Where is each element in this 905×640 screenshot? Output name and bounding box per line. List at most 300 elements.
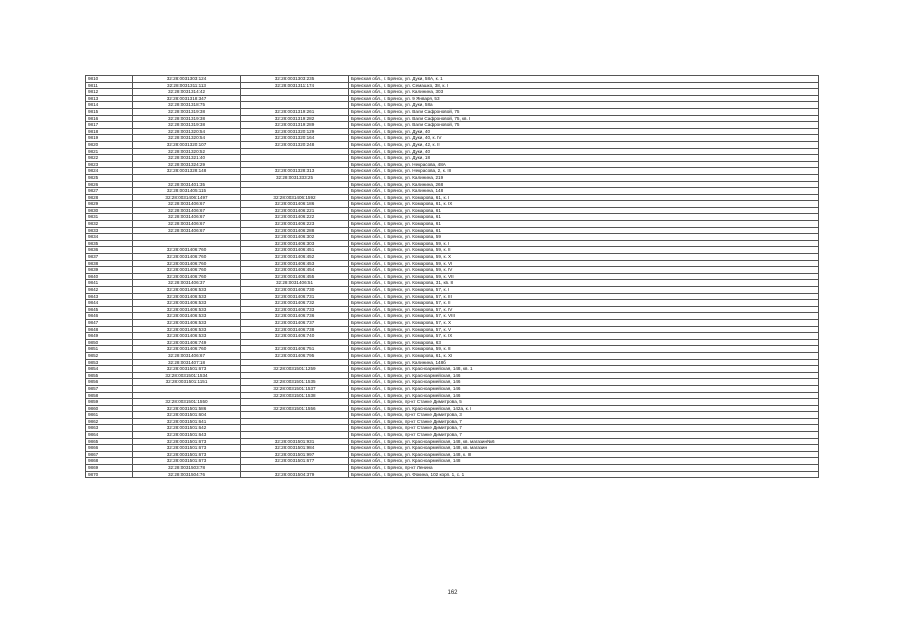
parcel-cadastral-number-cell: 32:28:0031406:760 [133,267,241,274]
row-number-cell: 9827 [86,188,133,195]
table-row [86,319,819,326]
address-cell: Брянская обл., г. Брянск, ул. Дуки, 40 [349,128,819,135]
building-cadastral-number-cell: 32:28:0031406:222 [241,214,349,221]
address-cell: Брянская обл., г. Брянск, ул. Калинина, 219 [349,174,819,181]
address-cell: Брянская обл., г. Брянск, ул. Комарова, 59, к. I [349,240,819,247]
table-row [86,412,819,419]
address-cell: Брянская обл., г. Брянск, ул. 9 Января, 53 [349,95,819,102]
address-cell: Брянская обл., г. Брянск, ул. Комарова, 59, к. 8 [349,346,819,353]
row-number-cell: 9848 [86,326,133,333]
row-number-cell: 9843 [86,293,133,300]
building-cadastral-number-cell: 32:28:0031303:235 [241,76,349,83]
parcel-cadastral-number-cell: 32:28:0031406:760 [133,273,241,280]
address-cell: Брянская обл., г. Брянск, ул. Дуки, 40 [349,148,819,155]
row-number-cell: 9846 [86,313,133,320]
row-number-cell: 9816 [86,115,133,122]
address-cell: Брянская обл., г. Брянск, ул. Красноармейская, 142а, к. I [349,405,819,412]
row-number-cell: 9845 [86,306,133,313]
building-cadastral-number-cell: 32:28:0031501:1535 [241,379,349,386]
parcel-cadastral-number-cell: 32:28:0031406:67 [133,227,241,234]
row-number-cell: 9829 [86,201,133,208]
building-cadastral-number-cell: 32:28:0031406:740 [241,333,349,340]
table-row [86,89,819,96]
table-row [86,174,819,181]
parcel-cadastral-number-cell [133,174,241,181]
address-cell: Брянская обл., г. Брянск, ул. Красноармейская, 148, кв. 1 [349,366,819,373]
row-number-cell: 9844 [86,300,133,307]
row-number-cell: 9810 [86,76,133,83]
row-number-cell: 9833 [86,227,133,234]
parcel-cadastral-number-cell: 32:28:0031501:586 [133,405,241,412]
table-row [86,254,819,261]
parcel-cadastral-number-cell: 32:28:0031406:533 [133,319,241,326]
row-number-cell: 9849 [86,333,133,340]
table-row [86,247,819,254]
table-row [86,240,819,247]
building-cadastral-number-cell [241,418,349,425]
table-row [86,95,819,102]
table-row [86,445,819,452]
parcel-cadastral-number-cell: 32:28:0031320:107 [133,141,241,148]
table-row [86,359,819,366]
address-cell: Брянская обл., г. Брянск, ул. Комарова, 61, к. I [349,194,819,201]
registry-table-body [86,76,819,478]
row-number-cell: 9860 [86,405,133,412]
building-cadastral-number-cell [241,102,349,109]
building-cadastral-number-cell: 32:28:0031406:731 [241,293,349,300]
table-row [86,313,819,320]
table-row [86,471,819,478]
parcel-cadastral-number-cell: 32:28:0031501:673 [133,438,241,445]
building-cadastral-number-cell: 32:28:0031501:1537 [241,385,349,392]
building-cadastral-number-cell: 32:28:0031501:677 [241,458,349,465]
row-number-cell: 9856 [86,379,133,386]
table-row [86,352,819,359]
parcel-cadastral-number-cell: 32:28:0031320:54 [133,128,241,135]
table-row [86,188,819,195]
parcel-cadastral-number-cell: 32:28:0031406:749 [133,339,241,346]
table-row [86,326,819,333]
row-number-cell: 9851 [86,346,133,353]
address-cell: Брянская обл., г. Брянск, ул. Красноармейская, 148, кв. магазин№6 [349,438,819,445]
page-number: 162 [447,590,458,596]
parcel-cadastral-number-cell: 32:28:0031504:76 [133,471,241,478]
building-cadastral-number-cell: 32:28:0031406:795 [241,352,349,359]
parcel-cadastral-number-cell: 32:28:0031501:673 [133,366,241,373]
row-number-cell: 9855 [86,372,133,379]
parcel-cadastral-number-cell: 32:28:0031501:641 [133,418,241,425]
parcel-cadastral-number-cell: 32:28:0031501:1534 [133,372,241,379]
building-cadastral-number-cell: 32:28:0031501:984 [241,445,349,452]
parcel-cadastral-number-cell: 32:28:0031406:37 [133,280,241,287]
address-cell: Брянская обл., г. Брянск, ул. Комарова, 31, кв. 8 [349,280,819,287]
parcel-cadastral-number-cell: 32:28:0031501:642 [133,425,241,432]
address-cell: Брянская обл., г. Брянск, ул. Комарова, 63 [349,339,819,346]
parcel-cadastral-number-cell: 32:28:0031320:52 [133,148,241,155]
row-number-cell: 9811 [86,82,133,89]
address-cell: Брянская обл., г. Брянск, ул. Комарова, 61 [349,214,819,221]
row-number-cell: 9859 [86,399,133,406]
parcel-cadastral-number-cell [133,385,241,392]
table-row [86,399,819,406]
parcel-cadastral-number-cell: 32:28:0031406:533 [133,300,241,307]
table-row [86,194,819,201]
building-cadastral-number-cell: 32:28:0031406:738 [241,326,349,333]
parcel-cadastral-number-cell: 32:28:0031501:1151 [133,379,241,386]
row-number-cell: 9870 [86,471,133,478]
building-cadastral-number-cell: 32:28:0031319:282 [241,115,349,122]
row-number-cell: 9832 [86,221,133,228]
building-cadastral-number-cell: 32:28:0031320:164 [241,135,349,142]
address-cell: Брянская обл., г. Брянск, ул. Комарова, 59 [349,234,819,241]
row-number-cell: 9835 [86,240,133,247]
table-row [86,168,819,175]
table-row [86,141,819,148]
table-row [86,366,819,373]
building-cadastral-number-cell: 32:28:0031406:451 [241,247,349,254]
address-cell: Брянская обл., г. Брянск, ул. Калинина, 303 [349,89,819,96]
address-cell: Брянская обл., г. Брянск, пр-кт Станке Димитрова, 7 [349,432,819,439]
address-cell: Брянская обл., г. Брянск, ул. Красноармейская, 146 [349,379,819,386]
row-number-cell: 9862 [86,418,133,425]
row-number-cell: 9826 [86,181,133,188]
address-cell: Брянская обл., г. Брянск, ул. Комарова, 61 [349,221,819,228]
table-row [86,115,819,122]
row-number-cell: 9812 [86,89,133,96]
registry-table [85,75,819,478]
building-cadastral-number-cell [241,399,349,406]
building-cadastral-number-cell: 32:28:0031501:1259 [241,366,349,373]
table-row [86,267,819,274]
building-cadastral-number-cell: 32:28:0031320:248 [241,141,349,148]
building-cadastral-number-cell: 32:28:0031406:455 [241,273,349,280]
parcel-cadastral-number-cell: 32:28:0031501:673 [133,458,241,465]
building-cadastral-number-cell: 32:28:0031319:289 [241,122,349,129]
address-cell: Брянская обл., г. Брянск, ул. Комарова, 61 [349,227,819,234]
parcel-cadastral-number-cell: 32:28:0031406:67 [133,201,241,208]
row-number-cell: 9840 [86,273,133,280]
table-row [86,438,819,445]
building-cadastral-number-cell: 32:28:0031320:129 [241,128,349,135]
address-cell: Брянская обл., г. Брянск, ул. Семашко, 38, к. I [349,82,819,89]
address-cell: Брянская обл., г. Брянск, ул. Комарова, 57, к. V [349,326,819,333]
building-cadastral-number-cell: 32:28:0031406:454 [241,267,349,274]
parcel-cadastral-number-cell: 32:28:0031324:29 [133,161,241,168]
row-number-cell: 9817 [86,122,133,129]
parcel-cadastral-number-cell: 32:28:0031406:533 [133,293,241,300]
address-cell: Брянская обл., г. Брянск, ул. Вали Сафроновой, 75 [349,122,819,129]
row-number-cell: 9852 [86,352,133,359]
row-number-cell: 9830 [86,207,133,214]
address-cell: Брянская обл., г. Брянск, ул. Красноармейская, 146 [349,392,819,399]
table-row [86,339,819,346]
table-row [86,432,819,439]
table-row [86,260,819,267]
table-row [86,287,819,294]
row-number-cell: 9819 [86,135,133,142]
parcel-cadastral-number-cell: 32:28:0031406:533 [133,326,241,333]
parcel-cadastral-number-cell: 32:28:0031503:78 [133,465,241,472]
address-cell: Брянская обл., г. Брянск, ул. Комарова, 61, к. IX [349,201,819,208]
table-row [86,207,819,214]
row-number-cell: 9861 [86,412,133,419]
building-cadastral-number-cell: 32:28:0031501:931 [241,438,349,445]
table-row [86,451,819,458]
row-number-cell: 9825 [86,174,133,181]
row-number-cell: 9814 [86,102,133,109]
building-cadastral-number-cell: 32:28:0031406:730 [241,287,349,294]
parcel-cadastral-number-cell: 32:28:0031319:38 [133,108,241,115]
row-number-cell: 9850 [86,339,133,346]
table-row [86,425,819,432]
table-row [86,234,819,241]
row-number-cell: 9823 [86,161,133,168]
table-row [86,122,819,129]
address-cell: Брянская обл., г. Брянск, ул. Красноармейская, 148 [349,458,819,465]
parcel-cadastral-number-cell [133,234,241,241]
row-number-cell: 9857 [86,385,133,392]
table-row [86,273,819,280]
table-row [86,372,819,379]
parcel-cadastral-number-cell: 32:28:0031501:1550 [133,399,241,406]
table-row [86,418,819,425]
row-number-cell: 9821 [86,148,133,155]
parcel-cadastral-number-cell: 32:28:0031406:67 [133,352,241,359]
parcel-cadastral-number-cell: 32:28:0031406:533 [133,333,241,340]
address-cell: Брянская обл., г. Брянск, ул. Комарова, 59, к. VI [349,260,819,267]
table-row [86,108,819,115]
building-cadastral-number-cell: 32:28:0031406:733 [241,306,349,313]
building-cadastral-number-cell: 32:28:0031501:1538 [241,392,349,399]
table-row [86,148,819,155]
row-number-cell: 9868 [86,458,133,465]
address-cell: Брянская обл., г. Брянск, пр-кт Ленина [349,465,819,472]
address-cell: Брянская обл., г. Брянск, ул. Красноармейская, 148, кв. магазин [349,445,819,452]
building-cadastral-number-cell [241,95,349,102]
parcel-cadastral-number-cell: 32:28:0031319:38 [133,115,241,122]
parcel-cadastral-number-cell: 32:28:0031501:673 [133,451,241,458]
table-row [86,465,819,472]
table-row [86,155,819,162]
building-cadastral-number-cell: 32:28:0031406:51 [241,280,349,287]
parcel-cadastral-number-cell: 32:28:0031406:1497 [133,194,241,201]
row-number-cell: 9864 [86,432,133,439]
address-cell: Брянская обл., г. Брянск, ул. Красноармейская, 148, к. III [349,451,819,458]
parcel-cadastral-number-cell [133,240,241,247]
parcel-cadastral-number-cell: 32:28:0031321:40 [133,155,241,162]
table-row [86,161,819,168]
parcel-cadastral-number-cell: 32:28:0031406:760 [133,247,241,254]
row-number-cell: 9831 [86,214,133,221]
row-number-cell: 9869 [86,465,133,472]
address-cell: Брянская обл., г. Брянск, ул. Фокина, 102 корп. 1, с. 1 [349,471,819,478]
building-cadastral-number-cell: 32:28:0031406:453 [241,260,349,267]
building-cadastral-number-cell [241,181,349,188]
building-cadastral-number-cell: 32:28:0031406:221 [241,207,349,214]
table-row [86,221,819,228]
address-cell: Брянская обл., г. Брянск, ул. Комарова, 57, к. IV [349,306,819,313]
row-number-cell: 9853 [86,359,133,366]
parcel-cadastral-number-cell: 32:28:0031320:54 [133,135,241,142]
building-cadastral-number-cell [241,432,349,439]
parcel-cadastral-number-cell: 32:28:0031406:67 [133,214,241,221]
building-cadastral-number-cell: 32:28:0031328:313 [241,168,349,175]
parcel-cadastral-number-cell: 32:28:0031314:42 [133,89,241,96]
address-cell: Брянская обл., г. Брянск, ул. Комарова, 57, к. IX [349,333,819,340]
address-cell: Брянская обл., г. Брянск, ул. Комарова, 59, к. II [349,247,819,254]
address-cell: Брянская обл., г. Брянск, ул. Вали Сафроновой, 75, кв. I [349,115,819,122]
table-row [86,76,819,83]
parcel-cadastral-number-cell: 32:28:0031406:533 [133,287,241,294]
address-cell: Брянская обл., г. Брянск, ул. Красноармейская, 146 [349,372,819,379]
row-number-cell: 9841 [86,280,133,287]
parcel-cadastral-number-cell: 32:28:0031501:673 [133,445,241,452]
building-cadastral-number-cell [241,412,349,419]
building-cadastral-number-cell [241,339,349,346]
address-cell: Брянская обл., г. Брянск, пр-кт Станке Димитрова, 7 [349,425,819,432]
registry-table-container [85,75,818,478]
parcel-cadastral-number-cell: 32:28:0031303:124 [133,76,241,83]
parcel-cadastral-number-cell: 32:28:0031406:760 [133,254,241,261]
parcel-cadastral-number-cell: 32:28:0031406:533 [133,306,241,313]
building-cadastral-number-cell: 32:28:0031311:174 [241,82,349,89]
building-cadastral-number-cell [241,188,349,195]
parcel-cadastral-number-cell: 32:28:0031406:67 [133,207,241,214]
address-cell: Брянская обл., г. Брянск, ул. Некрасова, 48А [349,161,819,168]
address-cell: Брянская обл., г. Брянск, ул. Комарова, 61, к. XI [349,352,819,359]
parcel-cadastral-number-cell: 32:28:0031501:604 [133,412,241,419]
address-cell: Брянская обл., г. Брянск, ул. Красноармейская, 146 [349,385,819,392]
table-row [86,333,819,340]
building-cadastral-number-cell [241,425,349,432]
address-cell: Брянская обл., г. Брянск, ул. Калинина, 268 [349,181,819,188]
building-cadastral-number-cell: 32:28:0031501:1556 [241,405,349,412]
table-row [86,346,819,353]
address-cell: Брянская обл., г. Брянск, ул. Комарова, 57, к. III [349,293,819,300]
address-cell: Брянская обл., г. Брянск, ул. Дуки, 40, к. IV [349,135,819,142]
row-number-cell: 9824 [86,168,133,175]
parcel-cadastral-number-cell: 32:28:0031406:760 [133,260,241,267]
address-cell: Брянская обл., г. Брянск, ул. Комарова, 59, к. IV [349,267,819,274]
address-cell: Брянская обл., г. Брянск, ул. Комарова, 57, к. I [349,287,819,294]
address-cell: Брянская обл., г. Брянск, ул. Дуки, 42, к. II [349,141,819,148]
row-number-cell: 9867 [86,451,133,458]
address-cell: Брянская обл., г. Брянск, ул. Дуки, 58а [349,102,819,109]
row-number-cell: 9847 [86,319,133,326]
table-row [86,392,819,399]
building-cadastral-number-cell [241,155,349,162]
address-cell: Брянская обл., г. Брянск, пр-кт Станке Димитрова, 3 [349,412,819,419]
building-cadastral-number-cell: 32:28:0031406:732 [241,300,349,307]
building-cadastral-number-cell [241,148,349,155]
address-cell: Брянская обл., г. Брянск, ул. Вали Сафроновой, 75 [349,108,819,115]
address-cell: Брянская обл., г. Брянск, пр-кт Станке Димитрова, 7 [349,418,819,425]
building-cadastral-number-cell [241,359,349,366]
table-row [86,385,819,392]
row-number-cell: 9863 [86,425,133,432]
building-cadastral-number-cell: 32:28:0031406:302 [241,234,349,241]
address-cell: Брянская обл., г. Брянск, ул. Комарова, 57, к. VIII [349,313,819,320]
parcel-cadastral-number-cell: 32:28:0031407:18 [133,359,241,366]
address-cell: Брянская обл., г. Брянск, ул. Дуки, 18 [349,155,819,162]
building-cadastral-number-cell: 32:28:0031319:261 [241,108,349,115]
table-row [86,135,819,142]
building-cadastral-number-cell [241,465,349,472]
parcel-cadastral-number-cell: 32:28:0031318:75 [133,102,241,109]
address-cell: Брянская обл., г. Брянск, пр-кт Станке Димитрова, 5 [349,399,819,406]
table-row [86,280,819,287]
building-cadastral-number-cell: 32:28:0031406:1592 [241,194,349,201]
row-number-cell: 9866 [86,445,133,452]
row-number-cell: 9834 [86,234,133,241]
row-number-cell: 9818 [86,128,133,135]
table-row [86,181,819,188]
table-row [86,306,819,313]
row-number-cell: 9813 [86,95,133,102]
table-row [86,458,819,465]
table-row [86,405,819,412]
table-row [86,82,819,89]
building-cadastral-number-cell: 32:28:0031504:379 [241,471,349,478]
building-cadastral-number-cell: 32:28:0031406:736 [241,313,349,320]
address-cell: Брянская обл., г. Брянск, ул. Комарова, 61 [349,207,819,214]
table-row [86,300,819,307]
parcel-cadastral-number-cell: 32:28:0031328:148 [133,168,241,175]
building-cadastral-number-cell: 32:28:0031406:303 [241,240,349,247]
building-cadastral-number-cell: 32:28:0031406:288 [241,227,349,234]
table-row [86,293,819,300]
row-number-cell: 9865 [86,438,133,445]
row-number-cell: 9815 [86,108,133,115]
row-number-cell: 9842 [86,287,133,294]
parcel-cadastral-number-cell: 32:28:0031311:113 [133,82,241,89]
table-row [86,227,819,234]
building-cadastral-number-cell: 32:28:0031333:25 [241,174,349,181]
parcel-cadastral-number-cell: 32:28:0031401:35 [133,181,241,188]
row-number-cell: 9837 [86,254,133,261]
row-number-cell: 9820 [86,141,133,148]
address-cell: Брянская обл., г. Брянск, ул. Комарова, 59, к. VII [349,273,819,280]
row-number-cell: 9858 [86,392,133,399]
building-cadastral-number-cell [241,89,349,96]
row-number-cell: 9836 [86,247,133,254]
row-number-cell: 9838 [86,260,133,267]
row-number-cell: 9854 [86,366,133,373]
parcel-cadastral-number-cell: 32:28:0031406:760 [133,346,241,353]
table-row [86,102,819,109]
building-cadastral-number-cell: 32:28:0031406:186 [241,201,349,208]
parcel-cadastral-number-cell [133,392,241,399]
address-cell: Брянская обл., г. Брянск, ул. Комарова, 57, к. X [349,319,819,326]
parcel-cadastral-number-cell: 32:28:0031406:533 [133,313,241,320]
address-cell: Брянская обл., г. Брянск, ул. Дуки, 58А, к. 1 [349,76,819,83]
row-number-cell: 9822 [86,155,133,162]
building-cadastral-number-cell: 32:28:0031406:223 [241,221,349,228]
building-cadastral-number-cell: 32:28:0031406:737 [241,319,349,326]
building-cadastral-number-cell [241,372,349,379]
parcel-cadastral-number-cell: 32:28:0031405:115 [133,188,241,195]
row-number-cell: 9828 [86,194,133,201]
building-cadastral-number-cell: 32:28:0031406:452 [241,254,349,261]
building-cadastral-number-cell [241,161,349,168]
table-row [86,201,819,208]
parcel-cadastral-number-cell: 32:28:0031319:38 [133,122,241,129]
address-cell: Брянская обл., г. Брянск, ул. Комарова, 59, к. X [349,254,819,261]
parcel-cadastral-number-cell: 32:28:0031501:643 [133,432,241,439]
address-cell: Брянская обл., г. Брянск, ул. Калинина, 148б [349,359,819,366]
address-cell: Брянская обл., г. Брянск, ул. Калинина, 148 [349,188,819,195]
table-row [86,214,819,221]
